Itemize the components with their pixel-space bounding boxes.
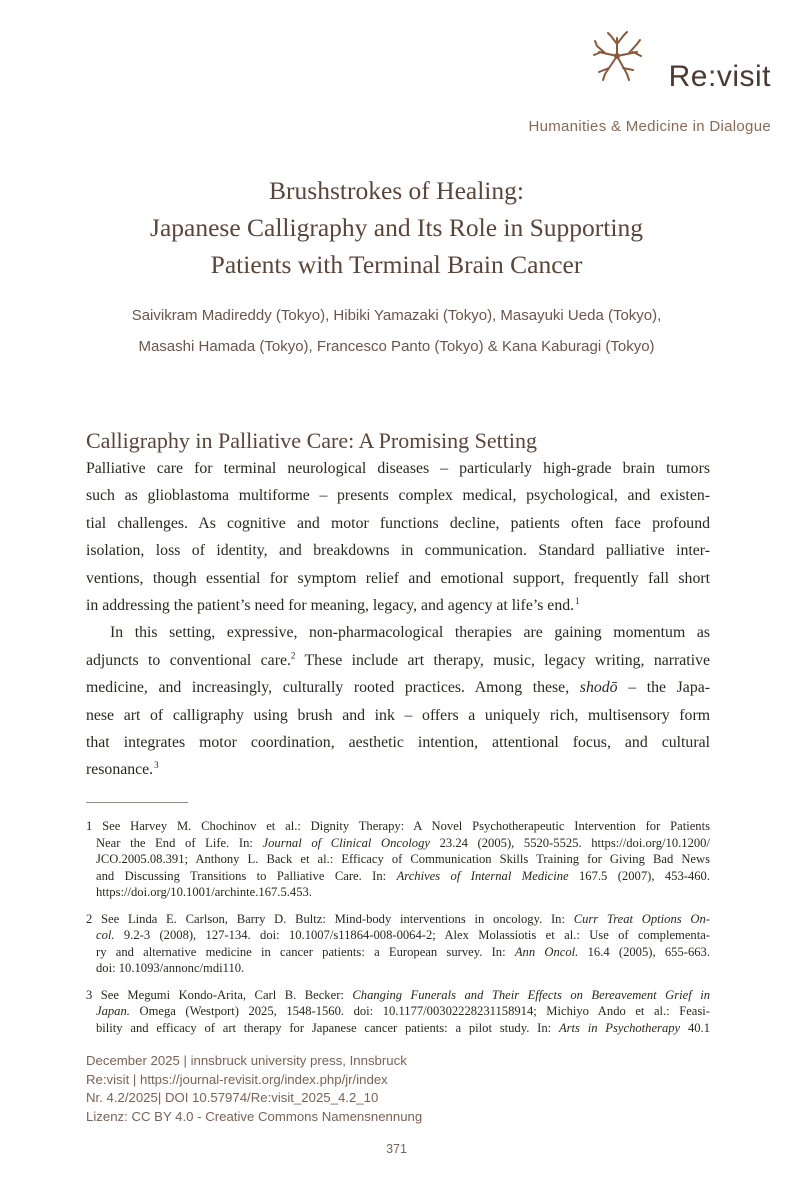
body-line: such as glioblastoma multiforme – presents complex medical, psychological, and existen- [86,487,710,505]
term-shodo: shodō [579,679,618,697]
journal-ref: Ann Oncol. [514,944,579,959]
imprint-doi[interactable]: Nr. 4.2/2025| DOI 10.57974/Re:visit_2025_4.2_10 [86,1090,379,1105]
footnote-text: ry and alternative medicine in cancer patients: a European survey. In: [96,944,506,959]
footnote-text: 2 See Linda E. Carlson, Barry D. Bultz: Mind-body interventions in oncology. In: [86,911,565,926]
author-line: Masashi Hamada (Tokyo), Francesco Panto (Tokyo) & Kana Kaburagi (Tokyo) [138,338,655,355]
footnote-text[interactable]: 23.24 (2005), 5520-5525. https://doi.org/10.1200/ [439,835,710,850]
doi-link[interactable]: https://doi.org/10.1001/archinte.167.5.453. [96,885,312,899]
body-text-run: adjuncts to conventional care. [86,651,291,669]
body-line [86,647,710,674]
book-ref: Changing Funerals and Their Effects on Bereavement Grief in [352,987,711,1002]
body-text-run: in addressing the patient’s need for meaning, legacy, and agency at life’s end. [86,596,575,614]
body-text-run: resonance. [86,761,154,779]
footnotes [86,818,710,1046]
journal-name: Re:visit [668,60,771,93]
journal-logo[interactable] [471,28,771,135]
body-text-run: medicine, and increasingly, culturally rooted practices. Among these, [86,679,570,697]
journal-ref: Curr Treat Options On- [573,911,710,926]
journal-subtitle: Humanities & Medicine in Dialogue [528,118,771,135]
body-line: isolation, loss of identity, and breakdowns in communication. Standard palliative inter- [86,542,710,560]
footnote-line [86,911,710,928]
body-line: that integrates motor coordination, aesthetic intention, attentional focus, and cultural [86,733,710,751]
body-line: Palliative care for terminal neurological diseases – particularly high-grade brain tumors [86,460,710,477]
journal-ref: col. [96,928,115,942]
journal-ref: Journal of Clinical Oncology [262,835,430,850]
body-line: ventions, though essential for symptom relief and emotional support, frequently fall short [86,569,710,587]
footnote-ref-2[interactable]: 2 [290,650,296,661]
footnote-1 [86,818,710,901]
footnote-line [86,835,710,852]
footnote-text: 9.2-3 (2008), 127-134. doi: 10.1007/s11864-008-0064-2; Alex Molassiotis et al.: Use of complementa- [123,928,711,942]
imprint-journal-url[interactable]: Re:visit | https://journal-revisit.org/index.php/jr/index [86,1071,388,1087]
footnote-line [86,927,710,944]
footnote-line [86,1003,710,1020]
footnote-2 [86,911,710,977]
body-line [86,756,710,783]
author-line: Saivikram Madireddy (Tokyo), Hibiki Yamazaki (Tokyo), Masayuki Ueda (Tokyo), [131,307,662,324]
title-line: Brushstrokes of Healing: [269,176,524,205]
journal-ref: Arts in Psychotherapy [558,1020,681,1035]
footnote-line [86,987,710,1004]
imprint [86,1052,422,1126]
author-list [40,300,753,362]
footnote-ref-1[interactable]: 1 [575,595,580,606]
body-line [86,674,710,701]
title-line: Japanese Calligraphy and Its Role in Supporting [150,213,643,242]
body-line: tial challenges. As cognitive and motor functions decline, patients often face profound [86,514,710,532]
footnote-divider [86,802,188,803]
book-ref: Japan. [96,1004,130,1018]
footnote-line: JCO.2005.08.391; Anthony L. Back et al.: Efficacy of Communication Skills Training for Giving Bad News [96,852,710,866]
body-line [86,592,710,619]
imprint-license: Lizenz: CC BY 4.0 - Creative Commons Namensnennung [86,1108,423,1124]
footnote-ref-3[interactable]: 3 [154,760,159,771]
body-line: nese art of calligraphy using brush and ink – offers a uniquely rich, multisensory form [86,706,710,724]
title-line: Patients with Terminal Brain Cancer [210,250,583,279]
doi-link[interactable]: doi: 10.1093/annonc/mdi110. [96,961,245,975]
footnote-text: bility and efficacy of art therapy for Japanese cancer patients: a pilot study. In: [96,1020,552,1035]
footnote-line [86,944,710,961]
branching-tree-icon [591,30,643,82]
footnote-text: 167.5 (2007), 453-460. [579,868,710,883]
journal-ref: Archives of Internal Medicine [396,868,569,883]
body-text-run: – the Japa- [628,679,710,697]
footnote-3 [86,987,710,1037]
section-heading: Calligraphy in Palliative Care: A Promising Setting [86,428,537,453]
body-text [86,455,710,784]
article-title [40,172,753,283]
body-line: In this setting, expressive, non-pharmacological therapies are gaining momentum as [110,624,710,642]
footnote-text: Omega (Westport) 2025, 1548-1560. doi: 10.1177/00302228231158914; Michiyo Ando et al.: Feasi- [139,1004,710,1018]
footnote-line: 1 See Harvey M. Chochinov et al.: Dignity Therapy: A Novel Psychotherapeutic Intervention for Patients [86,819,710,833]
footnote-text: 3 See Megumi Kondo-Arita, Carl B. Becker: [86,987,344,1002]
footnote-line [86,868,710,885]
footnote-text: 16.4 (2005), 655-663. [587,944,710,959]
footnote-text: 40.1 [687,1020,710,1035]
footnote-text: Near the End of Life. In: [96,835,253,850]
page-number: 371 [386,1142,407,1156]
imprint-date-publisher: December 2025 | innsbruck university press, Innsbruck [86,1053,407,1068]
footnote-text: and Discussing Transitions to Palliative Care. In: [96,868,387,883]
footnote-line [86,1020,710,1037]
body-text-run: These include art therapy, music, legacy writing, narrative [295,651,710,669]
